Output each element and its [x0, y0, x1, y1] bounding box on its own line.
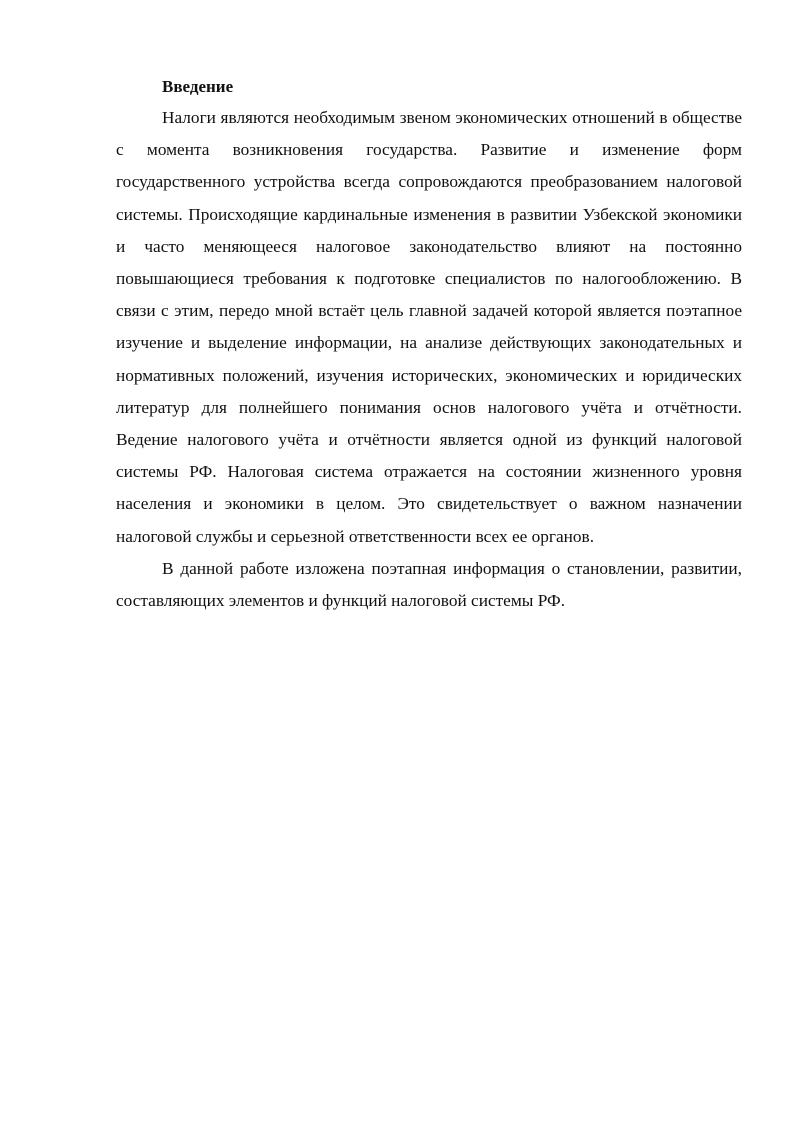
section-heading: Введение: [162, 77, 234, 96]
paragraph-1: Налоги являются необходимым звеном экономических отношений в обществе с момента возникновения государства. Развитие и изменение форм государственного устройства всегда сопровождаются преобразованием налоговой системы. Происходящие кардинальные изменения в развитии Узбекской экономики и часто меняющееся налоговое законодательство влияют на постоянно повышающиеся требования к подготовке специалистов по налогообложению. В связи с этим, передо мной встаёт цель главной задачей которой является поэтапное изучение и выделение информации, на анализе действующих законодательных и нормативных положений, изучения исторических, экономических и юридических литератур для полнейшего понимания основ налогового учёта и отчётности. Ведение налогового учёта и отчётности является одной из функций налоговой системы РФ. Налоговая система отражается на состоянии жизненного уровня населения и экономики в целом. Это свидетельствует о важном назначении налоговой службы и серьезной ответственности всех ее органов.: [116, 108, 742, 546]
document-body: [116, 72, 742, 617]
paragraph-2: В данной работе изложена поэтапная информация о становлении, развитии, составляющих элементов и функций налоговой системы РФ.: [116, 558, 742, 611]
